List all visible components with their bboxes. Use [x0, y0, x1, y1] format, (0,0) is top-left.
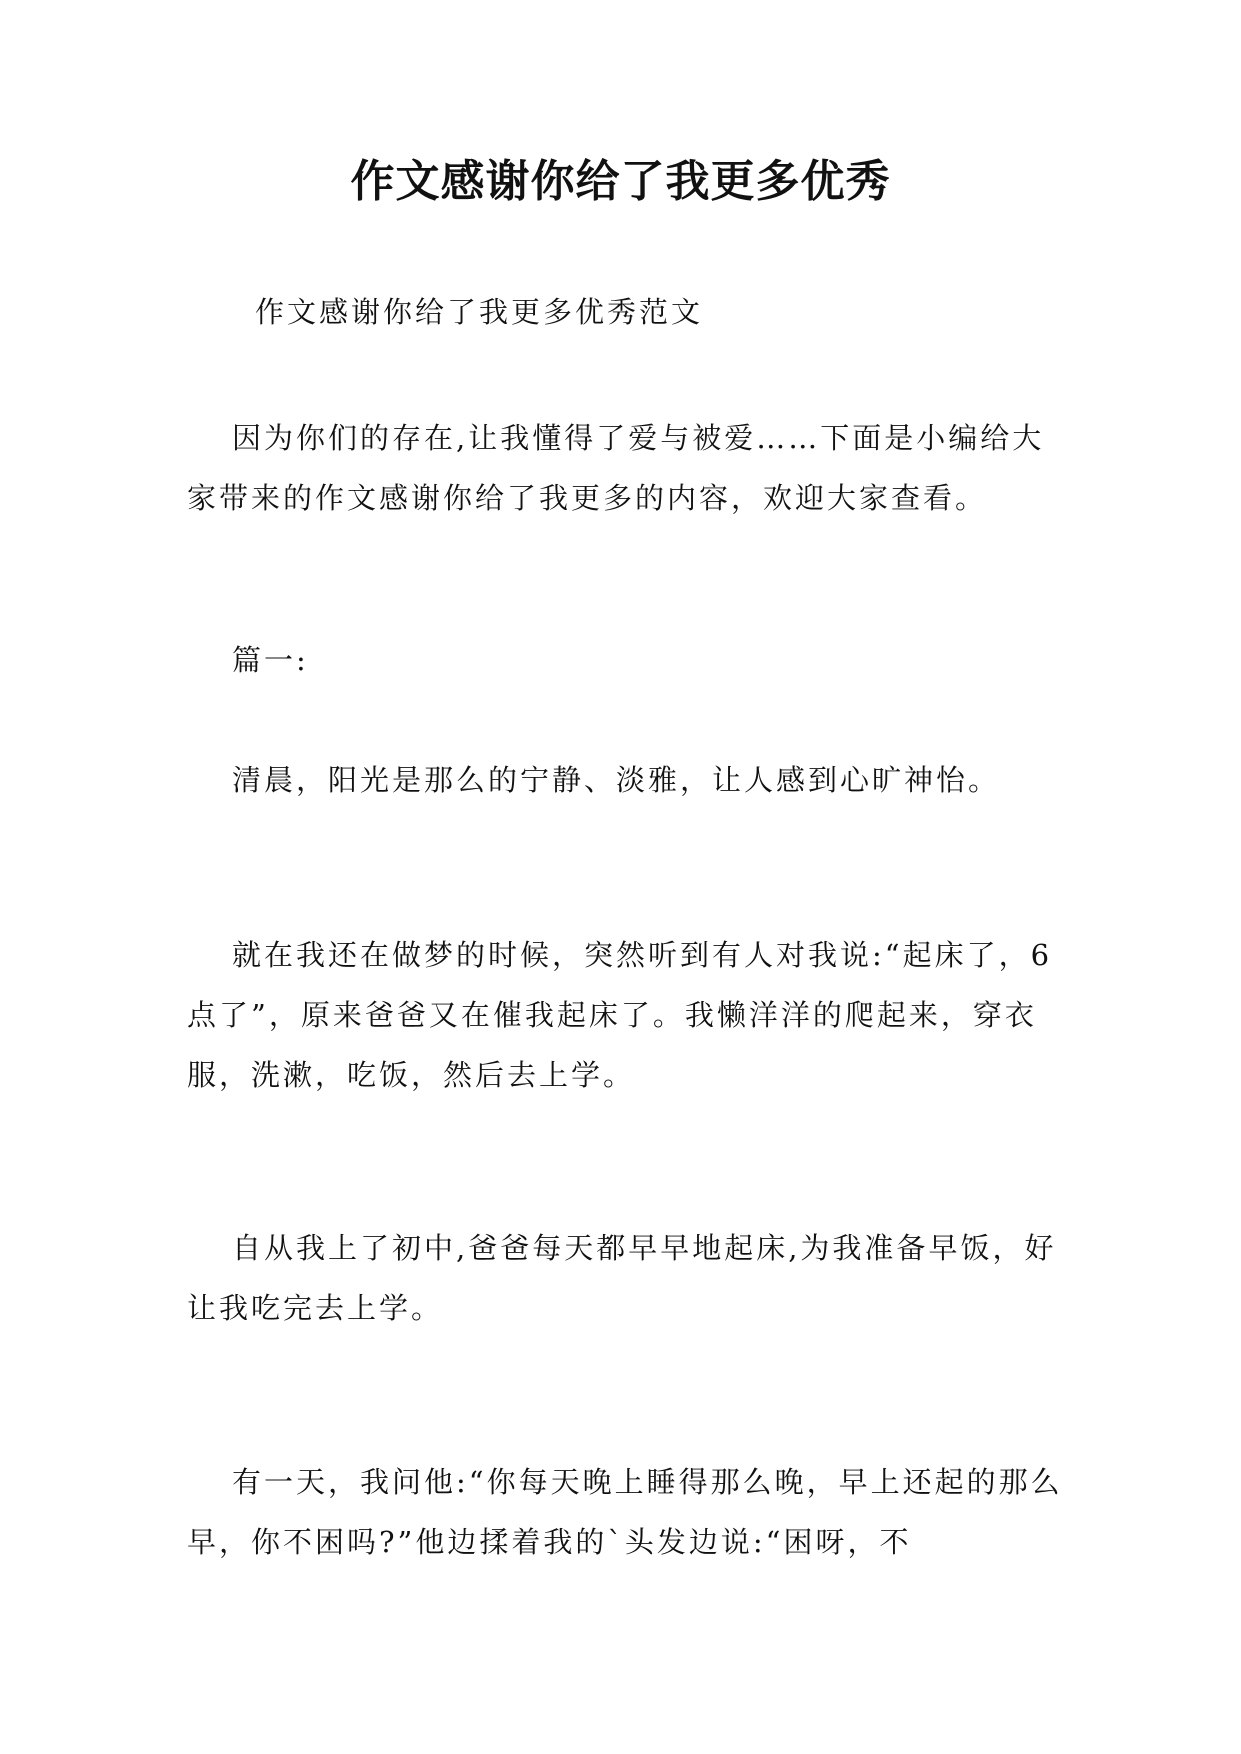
paragraph-breakfast: 自从我上了初中,爸爸每天都早早地起床,为我准备早饭，好让我吃完去上学。 [187, 1231, 1057, 1325]
document-subtitle: 作文感谢你给了我更多优秀范文 [255, 295, 704, 329]
paragraph-section-heading: 篇一: [232, 643, 309, 677]
paragraph-intro: 因为你们的存在,让我懂得了爱与被爱……下面是小编给大家带来的作文感谢你给了我更多的内容，欢迎大家查看。 [187, 421, 1045, 515]
document-title: 作文感谢你给了我更多优秀 [350, 156, 891, 207]
paragraph-wake-up: 就在我还在做梦的时候，突然听到有人对我说:“起床了，6点了”，原来爸爸又在催我起床了。我懒洋洋的爬起来，穿衣服，洗漱，吃饭，然后去上学。 [187, 938, 1053, 1092]
paragraph-question: 有一天，我问他:“你每天晚上睡得那么晚，早上还起的那么早，你不困吗?”他边揉着我的`头发边说:“困呀，不 [187, 1465, 1063, 1559]
paragraph-morning: 清晨，阳光是那么的宁静、淡雅，让人感到心旷神怡。 [232, 763, 1001, 797]
